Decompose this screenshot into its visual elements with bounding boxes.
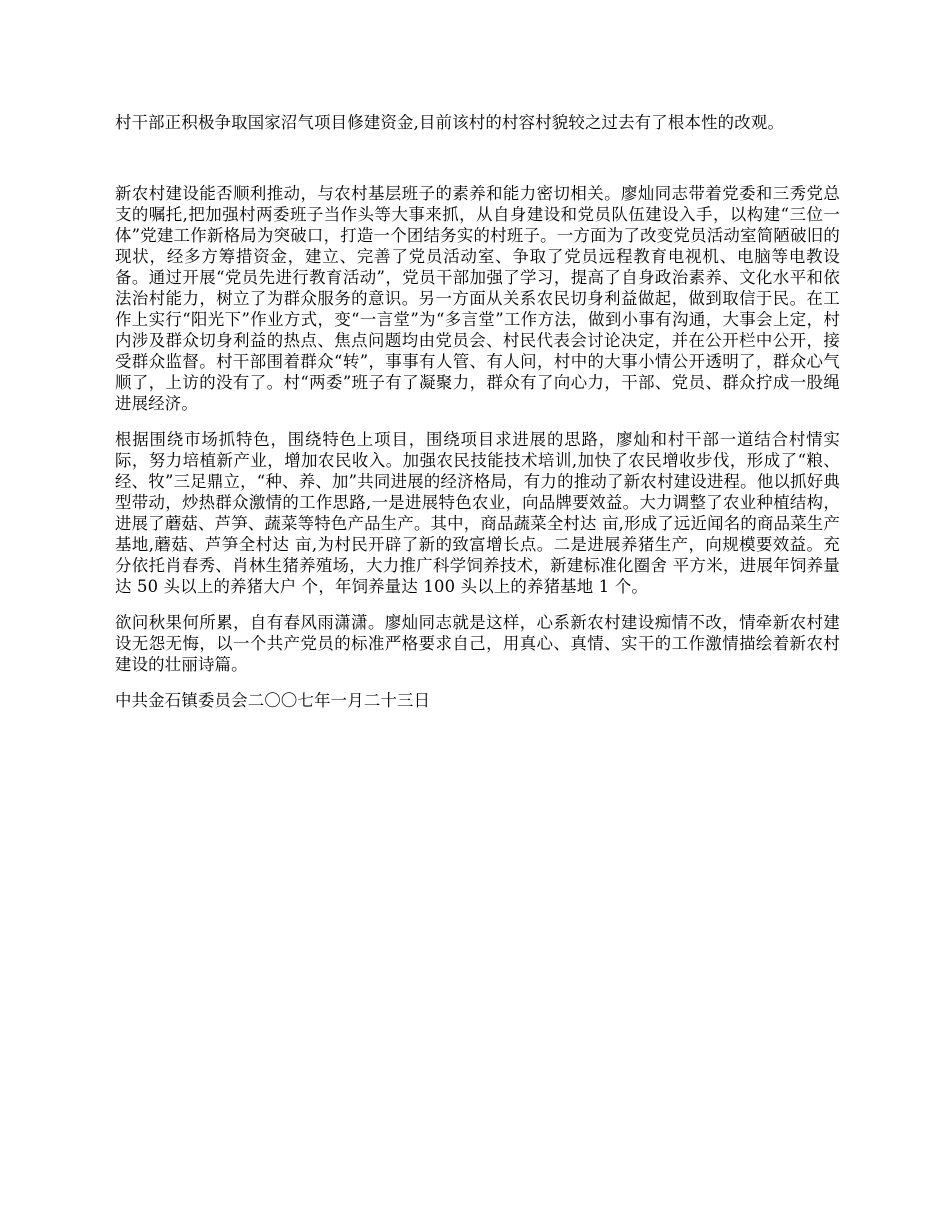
paragraph-village-appearance: 村干部正积极争取国家沼气项目修建资金,目前该村的村容村貌较之过去有了根本性的改观。 [115,113,785,132]
paragraph-industry-development: 根据围绕市场抓特色，围绕特色上项目，围绕项目求进展的思路，廖灿和村干部一道结合村情实际，努力培植新产业，增加农民收入。加强农民技能技术培训,加快了农民增收步伐，形成了“粮、经、牧”三足鼎立，“种、养、加”共同进展的经济格局，有力的推动了新农村建设进程。他以抓好典型带动，炒热群众激情的工作思路,一是进展特色农业，向品牌要效益。大力调整了农业种植结构，进展了蘑菇、芦笋、蔬菜等特色产品生产。其中，商品蔬菜全村达 亩,形成了远近闻名的商品菜生产基地,蘑菇、芦笋全村达 亩,为村民开辟了新的致富增长点。二是进展养猪生产，向规模要效益。充分依托肖春秀、肖林生猪养殖场，大力推广科学饲养技术，新建标准化圈舍 平方米，进展年饲养量达 50 头以上的养猪大户 个，年饲养量达 100 头以上的养猪基地 1 个。 [115,430,840,596]
document-body [115,112,840,711]
paragraph-conclusion: 欲问秋果何所累，自有春风雨潇潇。廖灿同志就是这样，心系新农村建设痴情不改，情牵新农村建设无怨无悔，以一个共产党员的标准严格要求自己，用真心、真情、实干的工作激情描绘着新农村建设的壮丽诗篇。 [115,613,840,674]
closing-signature-date: 中共金石镇委员会二〇〇七年一月二十三日 [115,691,431,710]
paragraph-party-team-building: 新农村建设能否顺利推动，与农村基层班子的素养和能力密切相关。廖灿同志带着党委和三秀党总支的嘱托,把加强村两委班子当作头等大事来抓，从自身建设和党员队伍建设入手，以构建“三位一体”党建工作新格局为突破口，打造一个团结务实的村班子。一方面为了改变党员活动室简陋破旧的现状，经多方筹措资金，建立、完善了党员活动室、争取了党员远程教育电视机、电脑等电教设备。通过开展“党员先进行教育活动”，党员干部加强了学习，提高了自身政治素养、文化水平和依法治村能力，树立了为群众服务的意识。另一方面从关系农民切身利益做起，做到取信于民。在工作上实行“阳光下”作业方式，变“一言堂”为“多言堂”工作方法，做到小事有沟通，大事会上定，村内涉及群众切身利益的热点、焦点问题均由党员会、村民代表会讨论决定，并在公开栏中公开，接受群众监督。村干部围着群众“转”，事事有人管、有人问，村中的大事小情公开透明了，群众心气顺了，上访的没有了。村“两委”班子有了凝聚力，群众有了向心力，干部、党员、群众拧成一股绳进展经济。 [115,184,840,413]
